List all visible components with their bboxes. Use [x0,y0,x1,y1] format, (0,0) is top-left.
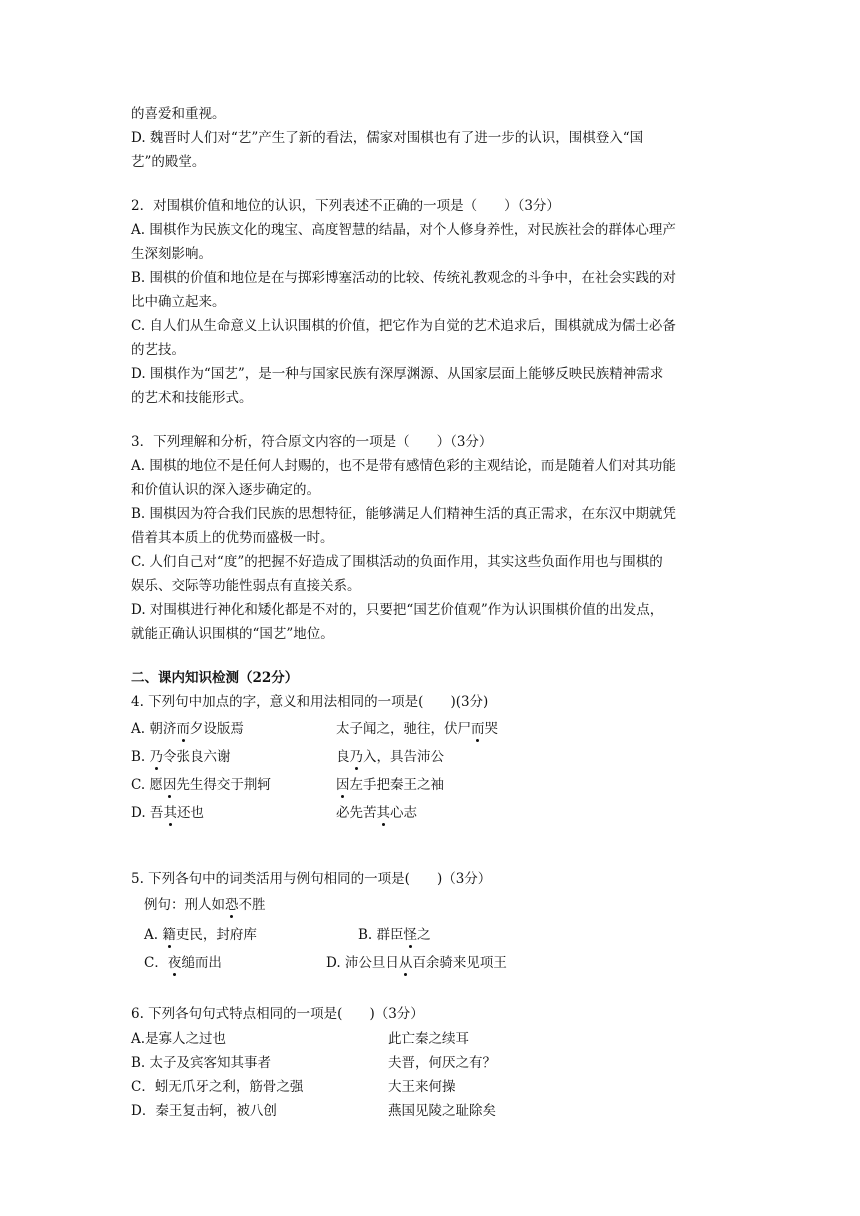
text-segment: 之 [417,927,431,943]
q2-option-c-line2: 的艺技。 [131,342,185,358]
q3-option-c-line1: C. 人们自己对“度”的把握不好造成了围棋活动的负面作用，其实这些负面作用也与围棋的 [131,554,663,570]
dotted-char: 怪 [403,927,418,943]
text-segment: 例句：刑人如 [144,897,225,913]
q6-option-b-compare: 夫晋，何厌之有？ [388,1055,496,1071]
text-segment: 先生得交于荆轲 [176,777,271,793]
q4-option-c [131,775,271,795]
q2-option-a-line1: A. 围棋作为民族文化的瑰宝、高度智慧的结晶，对个人修身养性，对民族社会的群体心理产 [131,222,676,238]
q2-option-d-line2: 的艺术和技能形式。 [131,390,253,406]
text-segment: 吏民，封府库 [175,927,257,943]
dotted-char: 恐 [225,897,239,913]
dotted-char: 乃 [149,749,164,765]
q6-option-a-compare: 此亡秦之续耳 [388,1031,469,1047]
dotted-char: 其 [376,805,390,821]
q5-stem: 5. 下列各句中的词类活用与例句相同的一项是( )（3分） [131,871,492,887]
q3-option-b-line2: 借着其本质上的优势而盛极一时。 [131,530,334,546]
text-segment: 入，具告沛公 [363,749,444,765]
q1-option-d-line2: 艺”的殿堂。 [131,154,206,170]
dotted-char: 因 [336,777,350,793]
text-segment: 不胜 [238,897,266,913]
dotted-char: 而 [471,721,485,737]
text-segment: 夕设版焉 [189,721,244,737]
q3-option-d-line2: 就能正确认识围棋的“国艺”地位。 [131,626,334,642]
q4-option-a-compare [336,719,498,739]
text-segment: 左手把秦王之袖 [349,777,444,793]
q3-stem: 3．下列理解和分析，符合原文内容的一项是（ ）（3分） [131,434,493,450]
dotted-char: 籍 [162,927,176,943]
q4-option-c-compare [336,775,444,795]
q6-option-d-compare: 燕国见陵之耻除矣 [388,1103,496,1119]
q4-option-d [131,803,204,823]
q4-option-d-compare [336,803,417,823]
text-segment: D. 沛公旦日 [326,955,399,971]
dotted-char: 而 [176,721,190,737]
q2-option-b-line2: 比中确立起来。 [131,294,226,310]
dotted-char: 因 [162,777,177,793]
q2-option-a-line2: 生深刻影响。 [131,246,212,262]
text-segment: 必先苦 [336,805,377,821]
text-segment: 令张良六谢 [163,749,231,765]
q3-option-a-line2: 和价值认识的深入逐步确定的。 [131,482,320,498]
text-segment: 还也 [176,805,204,821]
q6-option-c: C．蚓无爪牙之利，筋骨之强 [131,1079,304,1095]
text-segment: D. 吾 [131,805,164,821]
q6-stem: 6. 下列各句句式特点相同的一项是( )（3分） [131,1006,424,1022]
q3-option-d-line1: D. 对围棋进行神化和矮化都是不对的，只要把“国艺价值观”作为认识围棋价值的出发点， [131,602,664,618]
q5-option-d [326,953,507,973]
q1-option-d-line1: D. 魏晋时人们对“艺”产生了新的看法，儒家对围棋也有了进一步的认识，围棋登入“国 [131,130,644,146]
dotted-char: 其 [163,805,177,821]
q2-stem: 2．对围棋价值和地位的认识，下列表述不正确的一项是（ ）（3分） [131,198,560,214]
text-segment: 缒而出 [181,955,222,971]
q1-continuation: 的喜爱和重视。 [131,106,226,122]
q6-option-a: A.是寡人之过也 [131,1031,227,1047]
text-segment: 太子闻之，驰往，伏尸 [336,721,471,737]
q6-option-d: D．秦王复击轲，被八创 [131,1103,277,1119]
q5-example [144,895,266,915]
text-segment: 良 [336,749,350,765]
text-segment: A. [144,927,163,943]
dotted-char: 从 [398,955,413,971]
q6-option-c-compare: 大王来何操 [388,1079,456,1095]
q4-stem: 4. 下列句中加点的字，意义和用法相同的一项是( )(3分) [131,694,489,710]
section-heading: 二、课内知识检测（22分） [131,670,299,686]
q6-option-b: B. 太子及宾客知其事者 [131,1055,272,1071]
q4-option-a [131,719,244,739]
q5-option-a [144,925,257,945]
dotted-char: 乃 [349,749,363,765]
q5-option-b [358,925,431,945]
text-segment: 心志 [390,805,417,821]
q3-option-b-line1: B. 围棋因为符合我们民族的思想特征，能够满足人们精神生活的真正需求，在东汉中期就凭 [131,506,677,522]
text-segment: B. [131,749,150,765]
q4-option-b [131,747,231,767]
q2-option-d-line1: D. 围棋作为“国艺”，是一种与国家民族有深厚渊源、从国家层面上能够反映民族精神需求 [131,366,664,382]
text-segment: C. 愿 [131,777,163,793]
q2-option-c-line1: C. 自人们从生命意义上认识围棋的价值，把它作为自觉的艺术追求后，围棋就成为儒士必备 [131,318,676,334]
q3-option-c-line2: 娱乐、交际等功能性弱点有直接关系。 [131,578,361,594]
text-segment: A. 朝济 [131,721,177,737]
text-segment: B. 群臣 [358,927,404,943]
text-segment: C． [144,955,168,971]
q4-option-b-compare [336,747,444,767]
q3-option-a-line1: A. 围棋的地位不是任何人封赐的，也不是带有感情色彩的主观结论，而是随着人们对其功能 [131,458,676,474]
q2-option-b-line1: B. 围棋的价值和地位是在与掷彩博塞活动的比较、传统礼教观念的斗争中，在社会实践的对 [131,270,677,286]
q5-option-c [144,953,222,973]
dotted-char: 夜 [167,955,182,971]
text-segment: 哭 [484,721,498,737]
text-segment: 百余骑来见项王 [412,955,507,971]
